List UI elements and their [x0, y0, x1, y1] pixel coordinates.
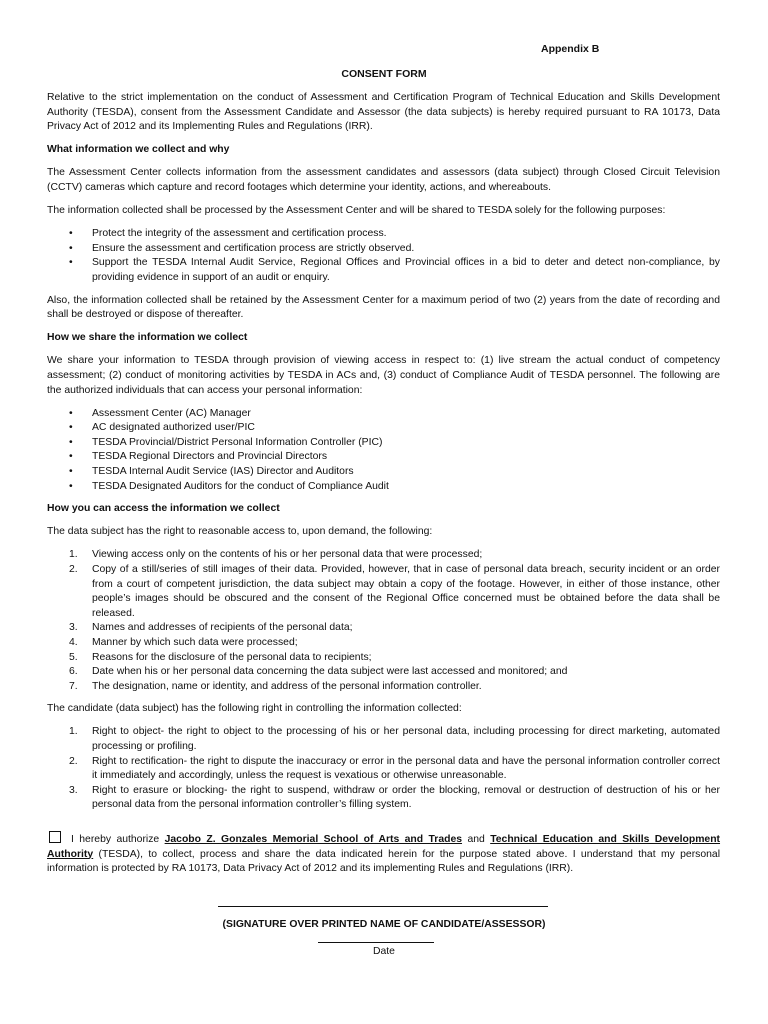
list-number: 3. [69, 784, 78, 796]
consent-and: and [467, 833, 485, 845]
consent-rest: (TESDA), to collect, process and share the data indicated herein for the purpose stated above. I understand that my personal information is protected by RA 10173, Data Privacy Act of 2012 and its implementing Rules and Regulations (IRR). [47, 848, 721, 875]
list-item [47, 548, 720, 563]
list-item [47, 665, 720, 680]
share-paragraph: We share your information to TESDA through provision of viewing access in respect to: (1) live stream the actual conduct of competency assessment; (2) conduct of monitoring activities by TESDA in ACs and, (3) conduct of Compliance Audit of TESDA personnel. The following are the authorized individuals that can access your personal information: [47, 355, 720, 396]
date-label: Date [373, 946, 395, 957]
list-item-text: Protect the integrity of the assessment and certification process. [92, 228, 387, 240]
list-item [47, 256, 720, 285]
list-item [47, 755, 720, 784]
section-heading-access: How you can access the information we collect [47, 503, 280, 515]
purposes-intro: The information collected shall be processed by the Assessment Center and will be shared to TESDA solely for the following purposes: [47, 205, 666, 217]
rights-intro: The candidate (data subject) has the following right in controlling the information collected: [47, 703, 462, 715]
bullet: • [69, 451, 73, 463]
list-item [47, 480, 720, 495]
list-item [47, 680, 720, 695]
list-item-text: AC designated authorized user/PIC [92, 422, 255, 434]
list-item-text: Manner by which such data were processed; [92, 636, 298, 648]
list-item-text: TESDA Designated Auditors for the conduct of Compliance Audit [92, 480, 389, 492]
school-name: Jacobo Z. Gonzales Memorial School of Arts and Trades [164, 833, 463, 845]
appendix-label: Appendix B [541, 43, 600, 55]
list-item [47, 450, 720, 465]
list-item [47, 227, 720, 242]
list-item-text: Copy of a still/series of still images of their data. Provided, however, that in case of personal data breach, security incident or an order from a court of competent jurisdiction, the data subject may obtain a copy of the footage. However, in either of those instance, other people’s images should be obscured and the consent of the Regional Office concerned must be obtained before the data shall be released. [92, 563, 720, 619]
bullet: • [69, 465, 73, 477]
list-item [47, 651, 720, 666]
list-item-text: TESDA Provincial/District Personal Information Controller (PIC) [92, 436, 383, 448]
rights-list [47, 725, 720, 813]
list-item-text: Reasons for the disclosure of the personal data to recipients; [92, 651, 372, 663]
date-line[interactable] [318, 942, 434, 943]
purposes-list [47, 227, 720, 285]
list-item-text: Support the TESDA Internal Audit Service, Regional Offices and Provincial offices in a bid to deter and detect non-compliance, by providing evidence in support of an audit or enquiry. [92, 257, 720, 283]
bullet: • [69, 242, 73, 254]
list-number: 6. [69, 666, 78, 678]
list-item-text: Viewing access only on the contents of his or her personal data that were processed; [92, 549, 483, 561]
list-item [47, 725, 720, 754]
bullet: • [69, 480, 73, 492]
signature-label: (SIGNATURE OVER PRINTED NAME OF CANDIDATE/ASSESSOR) [222, 919, 546, 930]
list-number: 1. [69, 549, 78, 561]
list-item [47, 242, 720, 257]
access-list [47, 548, 720, 694]
list-item-text: Assessment Center (AC) Manager [92, 407, 251, 419]
list-item-text: Names and addresses of recipients of the personal data; [92, 622, 353, 634]
list-item-text: Right to rectification- the right to dispute the inaccuracy or error in the personal data and have the personal information controller correct it immediately and accordingly, unless the request is vexatious or otherwise unreasonable. [92, 755, 720, 782]
list-number: 2. [69, 563, 78, 575]
list-number: 7. [69, 680, 78, 692]
page-title: CONSENT FORM [341, 68, 427, 80]
list-item [47, 421, 720, 436]
bullet: • [69, 407, 73, 419]
list-item-text: TESDA Regional Directors and Provincial Directors [92, 451, 328, 463]
list-item-text: Right to erasure or blocking- the right to suspend, withdraw or order the blocking, removal or destruction of destruction of his or her personal data from the personal information controller’s filling system. [92, 784, 720, 811]
list-item-text: Ensure the assessment and certification process are strictly observed. [92, 242, 415, 254]
consent-prefix: I hereby authorize [71, 833, 160, 845]
list-item [47, 407, 720, 422]
consent-checkbox[interactable] [49, 831, 61, 843]
agency-name: Technical Education and Skills Development Authority [47, 833, 721, 860]
form-body [47, 91, 720, 885]
list-item [47, 784, 720, 813]
list-item-text: Right to object- the right to object to the processing of his or her personal data, including processing for direct marketing, automated processing or profiling. [92, 726, 720, 752]
list-item-text: Date when his or her personal data concerning the data subject were last accessed and monitored; and [92, 666, 568, 678]
access-intro: The data subject has the right to reasonable access to, upon demand, the following: [47, 526, 433, 538]
bullet: • [69, 257, 73, 269]
list-number: 4. [69, 636, 78, 648]
list-item [47, 621, 720, 636]
list-item [47, 465, 720, 480]
authorized-list [47, 407, 720, 495]
list-number: 2. [69, 755, 78, 767]
section-heading-share: How we share the information we collect [47, 332, 248, 344]
list-item [47, 636, 720, 651]
list-number: 3. [69, 622, 78, 634]
list-item [47, 563, 720, 621]
section-heading-collect: What information we collect and why [47, 144, 230, 156]
list-item [47, 436, 720, 451]
retention-paragraph: Also, the information collected shall be retained by the Assessment Center for a maximum period of two (2) years from the date of recording and shall be destroyed or dispose of thereafter. [47, 294, 720, 321]
bullet: • [69, 228, 73, 240]
list-number: 5. [69, 651, 78, 663]
signature-line[interactable] [218, 906, 548, 907]
consent-statement [47, 831, 720, 877]
list-item-text: TESDA Internal Audit Service (IAS) Director and Auditors [92, 465, 354, 477]
collect-paragraph: The Assessment Center collects information from the assessment candidates and assessors (data subject) through Closed Circuit Television (CCTV) cameras which capture and record footages which determine your identity, actions, and whereabouts. [47, 167, 720, 193]
bullet: • [69, 422, 73, 434]
intro-paragraph: Relative to the strict implementation on the conduct of Assessment and Certification Program of Technical Education and Skills Development Authority (TESDA), consent from the Assessment Candidate and Assessor (the data subjects) is hereby required pursuant to RA 10173, Data Privacy Act of 2012 and its Implementing Rules and Regulations (IRR). [47, 92, 720, 133]
bullet: • [69, 436, 73, 448]
list-item-text: The designation, name or identity, and address of the personal information controller. [92, 680, 482, 692]
list-number: 1. [69, 726, 78, 738]
